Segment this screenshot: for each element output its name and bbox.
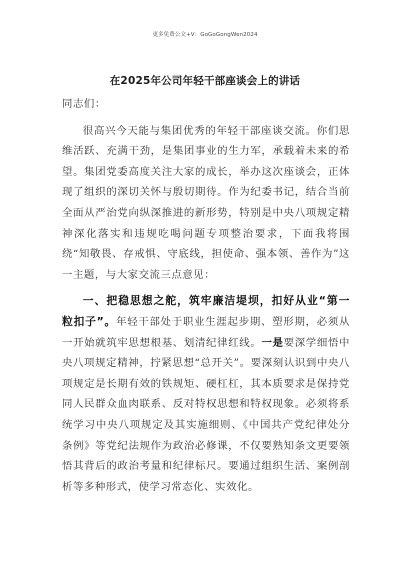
section-1-text-a: 年轻干部处于职业生涯起步期、塑形期，必须从一开始就筑牢思想根基、划清纪律红线。 [62, 315, 350, 349]
section-1-emphasis: 一是 [261, 336, 284, 349]
section-1-heading: 一、把稳思想之舵，筑牢廉洁堤坝，扣好从业“第一粒扣子”。 [62, 294, 350, 328]
salutation: 同志们： [62, 98, 106, 110]
document-title: 在2025年公司年轻干部座谈会上的讲话 [109, 75, 301, 87]
section-1-paragraph [62, 291, 350, 497]
section-1-text-b: 要深学细悟中央八项规定精神，拧紧思想“总开关”。要深刻认识到中央八项规定是长期有效的铁规矩、硬杠杠，其本质要求是保持党同人民群众血肉联系、反对特权思想和特权现象。必须将系统学习中央八项规定及其实施细则、《中国共产党纪律处分条例》等党纪法规作为政治必修课，不仅要熟知条文更要领悟其背后的政治考量和纪律标尺。要通过组织生活、案例剖析等多种形式，使学习常态化、实效化。 [62, 336, 350, 493]
header-note: 更多免费公文+V：GoGoGongWen2024 [152, 32, 258, 38]
intro-paragraph: 很高兴今天能与集团优秀的年轻干部座谈交流。你们思维活跃、充满干劲，是集团事业的生力军，承载着未来的希望。集团党委高度关注大家的成长，举办这次座谈会，正体现了组织的深切关怀与殷切期待。作为纪委书记，结合当前全面从严治党向纵深推进的新形势，特别是中央八项规定精神深化落实和违规吃喝问题专项整治要求，下面我将围绕“知敬畏、存戒惧、守底线，担使命、强本领、善作为”这一主题，与大家交流三点意见： [62, 124, 350, 281]
document-body [62, 94, 350, 503]
